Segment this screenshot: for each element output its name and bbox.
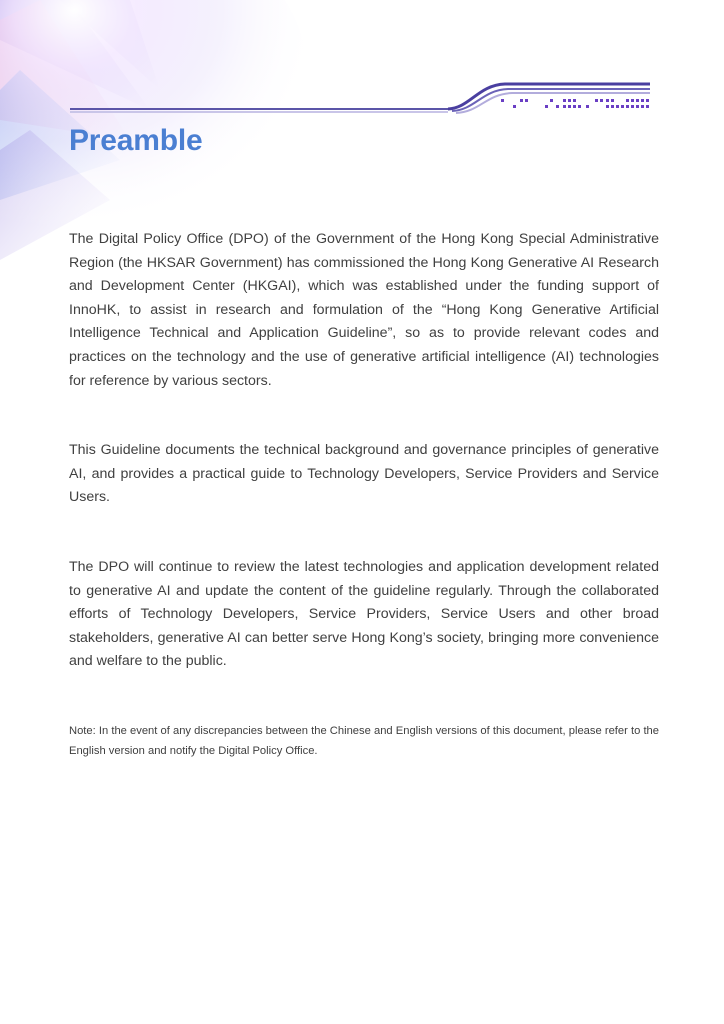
preamble-paragraph-2: This Guideline documents the technical background and governance principles of generative AI, and provides a practical guide to Technology Developers, Service Providers and Service Users. <box>69 442 659 506</box>
preamble-paragraph-3: The DPO will continue to review the latest technologies and application development related to generative AI and update the content of the guideline regularly. Through the collaborated efforts of Technology Developers, Service Providers, Service Users and other broad stakeholders, generative AI can better serve Hong Kong’s society, bringing more convenience and welfare to the public. <box>69 559 659 670</box>
page-title: Preamble <box>69 124 203 157</box>
preamble-paragraph-1: The Digital Policy Office (DPO) of the Government of the Hong Kong Special Administrative Region (the HKSAR Government) has commissioned the Hong Kong Generative AI Research and Development Center (HKGAI), which was established under the funding support of InnoHK, to assist in research and formulation of the “Hong Kong Generative Artificial Intelligence Technical and Application Guideline”, so as to provide relevant codes and practices on the technology and the use of generative artificial intelligence (AI) technologies for reference by various sectors. <box>69 231 659 389</box>
discrepancy-note: Note: In the event of any discrepancies between the Chinese and English versions of this document, please refer to the English version and notify the Digital Policy Office. <box>69 725 659 757</box>
header-band-graphic <box>0 78 724 118</box>
